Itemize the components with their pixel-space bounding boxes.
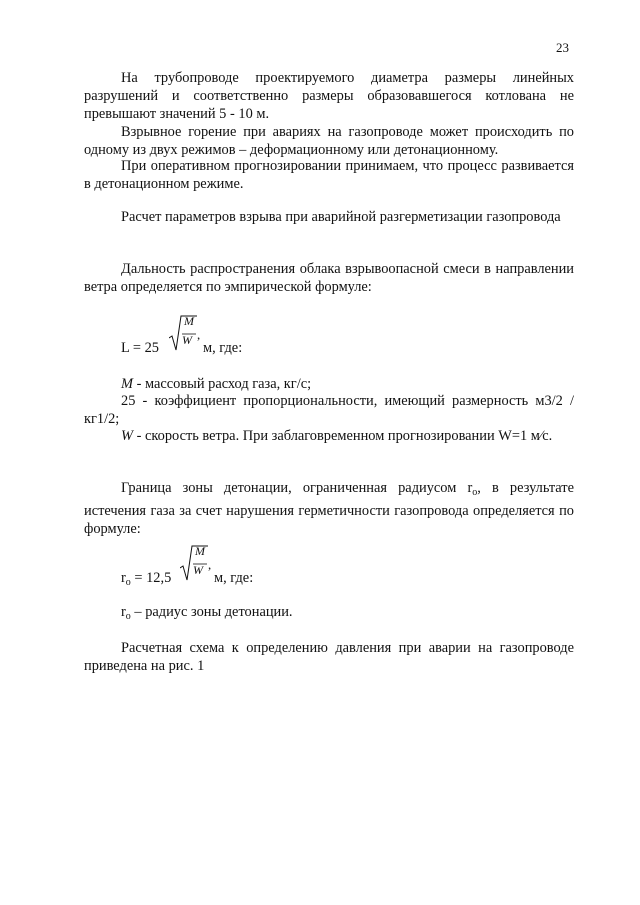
formula1-denominator: W — [182, 333, 192, 347]
definition-r-text: – радиус зоны детонации. — [130, 604, 293, 620]
paragraph-detonation-mode: При оперативном прогнозировании принимаем, что процесс развивается в детонационном режиме. — [84, 158, 574, 192]
section-heading: Расчет параметров взрыва при аварийной разгерметизации газопровода — [121, 209, 561, 225]
paragraph-pipeline-damage: На трубопроводе проектируемого диаметра размеры линейных разрушений и соответственно размеры образовавшегося котлована не превышают значений 5 - 10 м. — [84, 70, 574, 122]
subscript-o: o — [472, 487, 478, 498]
formula2-lhs — [121, 569, 171, 592]
boundary-text-b: , в результате истечения газа за счет нарушения герметичности газопровода определяется по формуле: — [84, 480, 574, 537]
formula2-numerator: M — [195, 544, 205, 558]
formula1-numerator: M — [184, 314, 194, 328]
formula1-comma: , — [197, 327, 201, 342]
boundary-text-a: Граница зоны детонации, ограниченная радиусом r — [121, 480, 473, 496]
formula2-comma: , — [208, 557, 212, 572]
formula2-denominator: W — [193, 563, 203, 577]
definition-W — [84, 427, 574, 445]
formula2-eq: = 12,5 — [130, 570, 172, 586]
paragraph-cloud-distance: Дальность распространения облака взрывоопасной смеси в направлении ветра определяется по эмпирической формуле: — [84, 261, 574, 295]
page-number: 23 — [556, 40, 569, 55]
definition-r — [84, 603, 574, 626]
paragraph-detonation-boundary — [84, 479, 574, 538]
symbol-r-sub: o — [125, 611, 131, 622]
paragraph-explosive-combustion: Взрывное горение при авариях на газопроводе может происходить по одному из двух режимов – деформационному или детонационному. — [84, 124, 574, 158]
formula2-sub: o — [125, 577, 131, 588]
formula1-lhs: L = 25 — [121, 340, 159, 356]
formula1-tail: м, где: — [203, 340, 243, 356]
definition-M-text: - массовый расход газа, кг/с; — [136, 376, 312, 392]
definition-coefficient: 25 - коэффициент пропорциональности, имеющий размерность м3/2 / кг1/2; — [84, 393, 574, 427]
definition-W-text: - скорость ветра. При заблаговременном прогнозировании W=1 м∕с. — [136, 428, 553, 444]
formula2-r: r — [121, 570, 126, 586]
formula2-tail: м, где: — [214, 570, 254, 586]
definition-M — [84, 375, 574, 393]
symbol-M: M — [121, 376, 133, 392]
symbol-r: r — [121, 604, 126, 620]
symbol-W: W — [121, 428, 133, 444]
paragraph-calculation-scheme: Расчетная схема к определению давления при аварии на газопроводе приведена на рис. 1 — [84, 640, 574, 674]
